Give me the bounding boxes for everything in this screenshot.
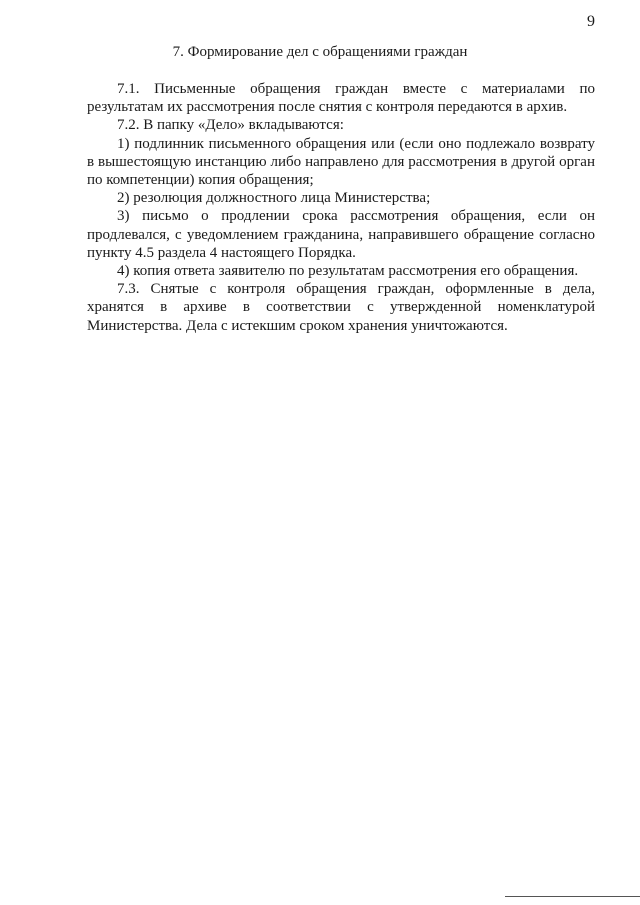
section-heading: 7. Формирование дел с обращениями граждан xyxy=(172,44,468,60)
paragraph-7-3: 7.3. Снятые с контроля обращения граждан, оформленные в дела, хранятся в архиве в соответствии с утвержденной номенклатурой Министерства. Дела с истекшим сроком хранения уничтожаются. xyxy=(87,281,595,334)
document-body xyxy=(87,80,595,335)
paragraph-7-1: 7.1. Письменные обращения граждан вместе с материалами по результатам их рассмотрения после снятия с контроля передаются в архив. xyxy=(87,81,595,116)
list-item-2: 2) резолюция должностного лица Министерства; xyxy=(117,190,431,207)
bottom-rule-divider xyxy=(505,896,640,897)
list-item-3: 3) письмо о продлении срока рассмотрения обращения, если он продлевался, с уведомлением гражданина, направившего обращение согласно пункту 4.5 раздела 4 настоящего Порядка. xyxy=(87,208,595,261)
list-item-4: 4) копия ответа заявителю по результатам рассмотрения его обращения. xyxy=(117,263,579,280)
paragraph-7-2: 7.2. В папку «Дело» вкладываются: xyxy=(117,117,344,134)
list-item-1: 1) подлинник письменного обращения или (если оно подлежало возврату в вышестоящую инстанцию либо направлено для рассмотрения в другой орган по компетенции) копия обращения; xyxy=(87,135,595,189)
page-number: 9 xyxy=(587,13,595,30)
